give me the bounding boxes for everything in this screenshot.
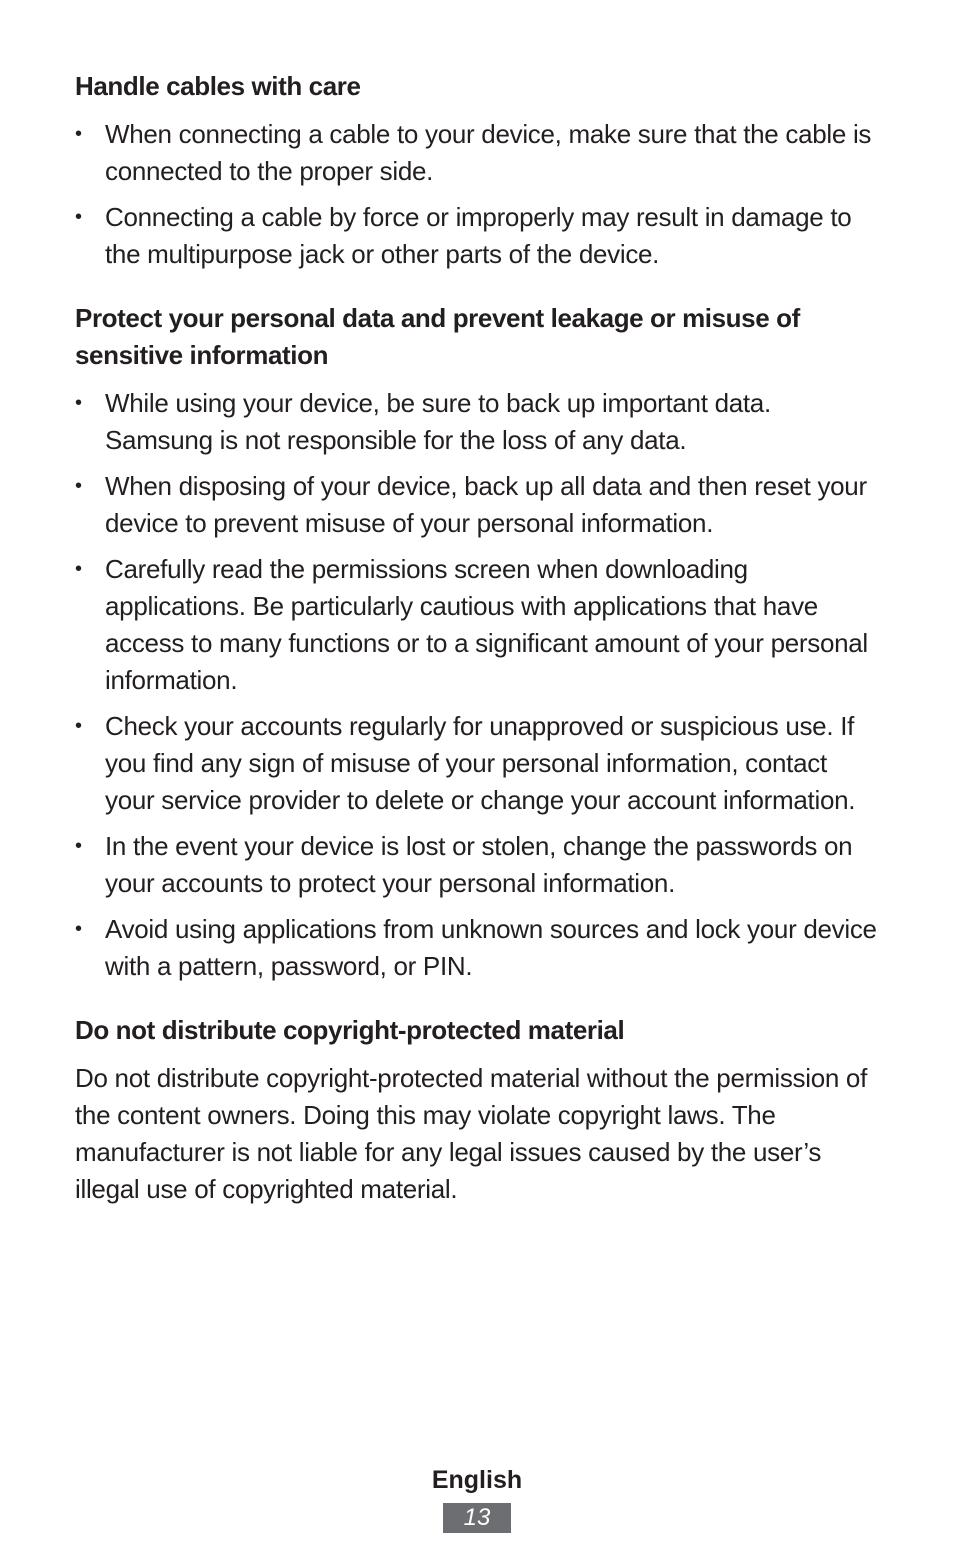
bullet-icon: • xyxy=(75,123,82,145)
bullet-icon: • xyxy=(75,475,82,497)
bullet-icon: • xyxy=(75,392,82,414)
list-item-text: In the event your device is lost or stolen, change the passwords on your accounts to protect your personal information. xyxy=(105,831,853,898)
list-item xyxy=(75,828,880,902)
list-item xyxy=(75,199,880,273)
footer-language: English xyxy=(431,1466,523,1494)
page-content xyxy=(75,68,880,1208)
list-item-text: Avoid using applications from unknown sources and lock your device with a pattern, password, or PIN. xyxy=(105,914,877,981)
copyright-paragraph: Do not distribute copyright-protected material without the permission of the content owners. Doing this may violate copyright laws. The manufacturer is not liable for any legal issues caused by the user’s illegal use of copyrighted material. xyxy=(75,1063,868,1204)
page-footer xyxy=(0,1462,954,1533)
bullet-list-cables xyxy=(75,116,880,273)
section-heading-personal-data: Protect your personal data and prevent leakage or misuse of sensitive information xyxy=(75,303,800,370)
bullet-icon: • xyxy=(75,835,82,857)
list-item-text: Connecting a cable by force or improperly may result in damage to the multipurpose jack or other parts of the device. xyxy=(105,202,852,269)
page-number: 13 xyxy=(443,1503,511,1533)
list-item-text: While using your device, be sure to back up important data. Samsung is not responsible for the loss of any data. xyxy=(105,388,771,455)
bullet-icon: • xyxy=(75,918,82,940)
list-item xyxy=(75,708,880,819)
section-heading-cables: Handle cables with care xyxy=(75,71,361,101)
bullet-icon: • xyxy=(75,715,82,737)
list-item-text: When connecting a cable to your device, make sure that the cable is connected to the proper side. xyxy=(105,119,872,186)
list-item-text: Check your accounts regularly for unapproved or suspicious use. If you find any sign of misuse of your personal information, contact your service provider to delete or change your account information. xyxy=(105,711,856,815)
list-item xyxy=(75,116,880,190)
list-item xyxy=(75,468,880,542)
bullet-icon: • xyxy=(75,206,82,228)
section-heading-copyright: Do not distribute copyright-protected material xyxy=(75,1015,625,1045)
list-item-text: Carefully read the permissions screen when downloading applications. Be particularly cautious with applications that have access to many functions or to a significant amount of your personal information. xyxy=(105,554,868,695)
bullet-list-personal-data xyxy=(75,385,880,985)
list-item xyxy=(75,385,880,459)
list-item xyxy=(75,911,880,985)
list-item-text: When disposing of your device, back up all data and then reset your device to prevent misuse of your personal information. xyxy=(105,471,867,538)
list-item xyxy=(75,551,880,699)
bullet-icon: • xyxy=(75,558,82,580)
